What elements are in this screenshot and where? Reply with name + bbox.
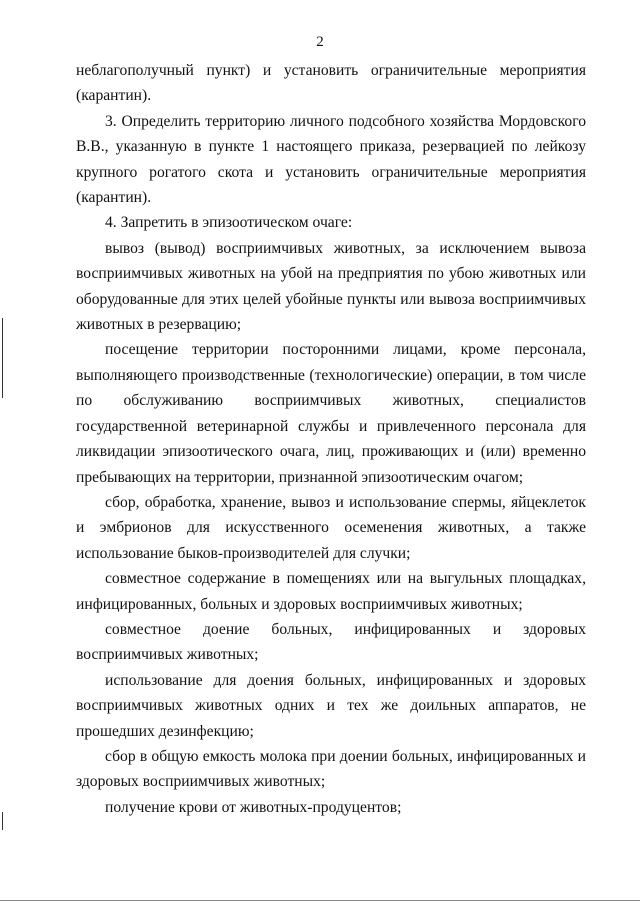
bottom-scan-edge [0,900,640,901]
document-body [76,58,586,820]
paragraph-item-4-prohibit-heading: 4. Запретить в эпизоотическом очаге: [105,214,353,232]
paragraph-prohibit-joint-milking: совместное доение больных, инфицированных и здоровых восприимчивых животных; [76,620,586,664]
paragraph-prohibit-blood-collection: получение крови от животных-продуцентов; [105,798,402,816]
paragraph-prohibit-joint-keeping: совместное содержание в помещениях или на выгульных площадках, инфицированных, больных и здоровых восприимчивых животных; [76,570,586,613]
paragraph-quarantine-continuation: неблагополучный пункт) и установить ограничительные мероприятия (карантин). [76,62,586,105]
paragraph-prohibit-common-milk-container: сбор в общую емкость молока при доении больных, инфицированных и здоровых восприимчивых животных; [76,747,586,791]
paragraph-prohibit-animal-removal: вывоз (вывод) восприимчивых животных, за исключением вывоза восприимчивых животных на убой на предприятия по убою животных или оборудованные для этих целей убойные пункты или вывоза восприимчивых животных в резервацию; [76,239,586,334]
page-number: 2 [316,34,324,50]
paragraph-item-3-reservation: 3. Определить территорию личного подсобного хозяйства Мордовского В.В., указанную в пункте 1 настоящего приказа, резервацией по лейкозу крупного рогатого скота и установить ограничительные мероприятия (карантин). [76,112,586,207]
paragraph-prohibit-visits: посещение территории посторонними лицами, кроме персонала, выполняющего производственные (технологические) операции, в том числе по обслуживанию восприимчивых животных, специалистов государственной ветеринарной службы и привлеченного персонала для ликвидации эпизоотического очага, лиц, проживающих и (или) временно пребывающих на территории, признанной эпизоотическим очагом; [76,341,586,486]
left-margin-scan-mark [2,812,3,830]
paragraph-prohibit-sperm-collection: сбор, обработка, хранение, вывоз и использование спермы, яйцеклеток и эмбрионов для искусственного осеменения животных, а также использование быков-производителей для случки; [76,493,586,562]
left-margin-scan-mark [2,318,3,398]
paragraph-prohibit-shared-milking-machines: использование для доения больных, инфицированных и здоровых восприимчивых животных одних и тех же доильных аппаратов, не прошедших дезинфекцию; [76,671,586,740]
